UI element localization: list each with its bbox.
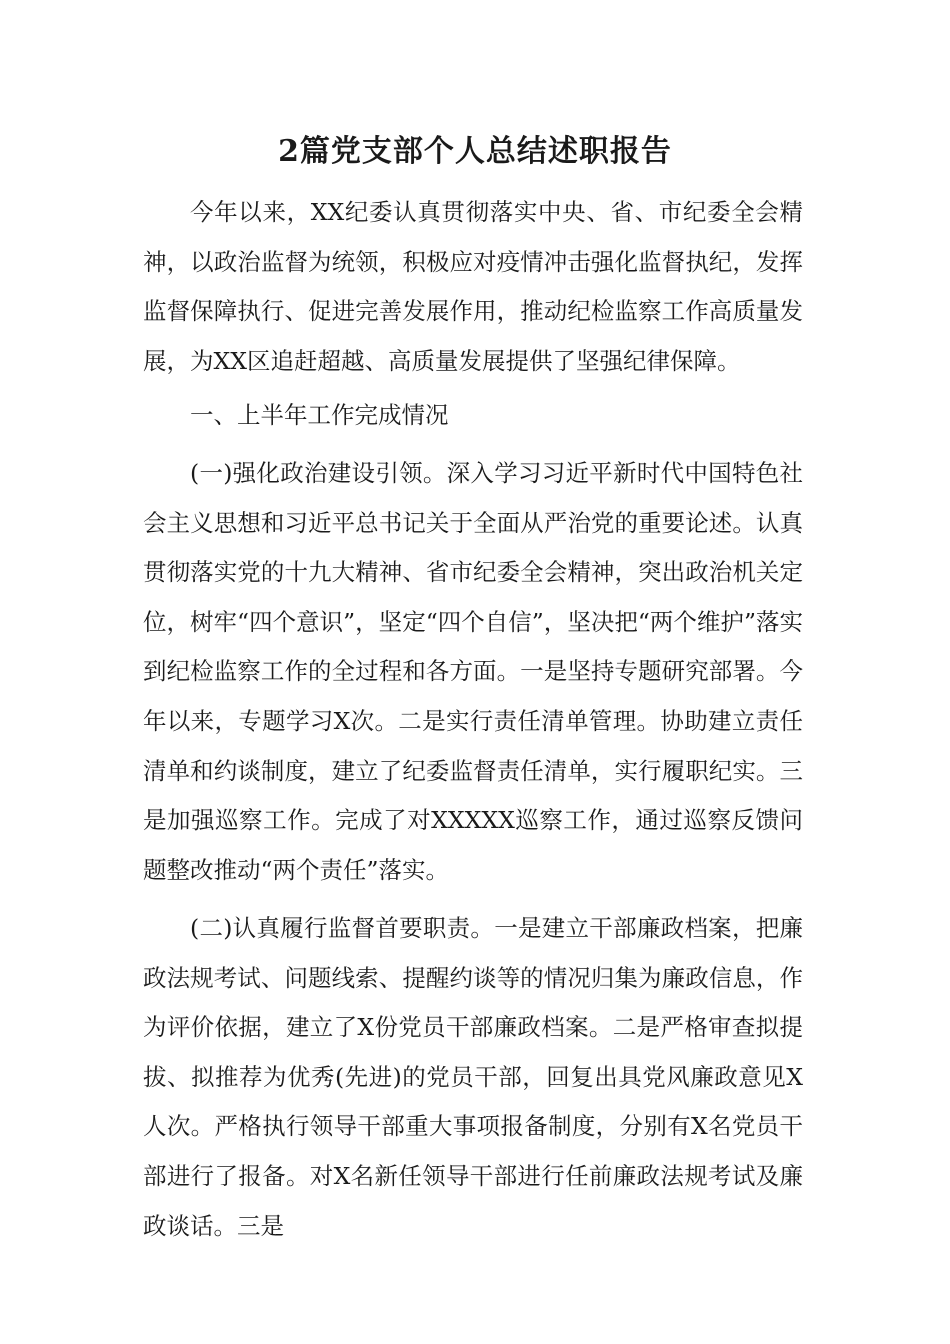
body-paragraph: (一)强化政治建设引领。深入学习习近平新时代中国特色社会主义思想和习近平总书记关于全面从严治党的重要论述。认真贯彻落实党的十九大精神、省市纪委全会精神，突出政治机关定位，树牢“四个意识”，坚定“四个自信”，坚决把“两个维护”落实到纪检监察工作的全过程和各方面。一是坚持专题研究部署。今年以来，专题学习X次。二是实行责任清单管理。协助建立责任清单和约谈制度，建立了纪委监督责任清单，实行履职纪实。三是加强巡察工作。完成了对XXXXX巡察工作，通过巡察反馈问题整改推动“两个责任”落实。 bbox=[143, 459, 803, 884]
body-paragraph: (二)认真履行监督首要职责。一是建立干部廉政档案，把廉政法规考试、问题线索、提醒约谈等的情况归集为廉政信息，作为评价依据，建立了X份党员干部廉政档案。二是严格审查拟提拔、拟推荐为优秀(先进)的党员干部，回复出具党风廉政意见X人次。严格执行领导干部重大事项报备制度，分别有X名党员干部进行了报备。对X名新任领导干部进行任前廉政法规考试及廉政谈话。三是 bbox=[143, 914, 803, 1240]
section-heading: 一、上半年工作完成情况 bbox=[190, 401, 449, 429]
document-title: 2篇党支部个人总结述职报告 bbox=[278, 134, 672, 169]
intro-paragraph: 今年以来，XX纪委认真贯彻落实中央、省、市纪委全会精神，以政治监督为统领，积极应对疫情冲击强化监督执纪，发挥监督保障执行、促进完善发展作用，推动纪检监察工作高质量发展，为XX区追赶超越、高质量发展提供了坚强纪律保障。 bbox=[143, 198, 803, 375]
